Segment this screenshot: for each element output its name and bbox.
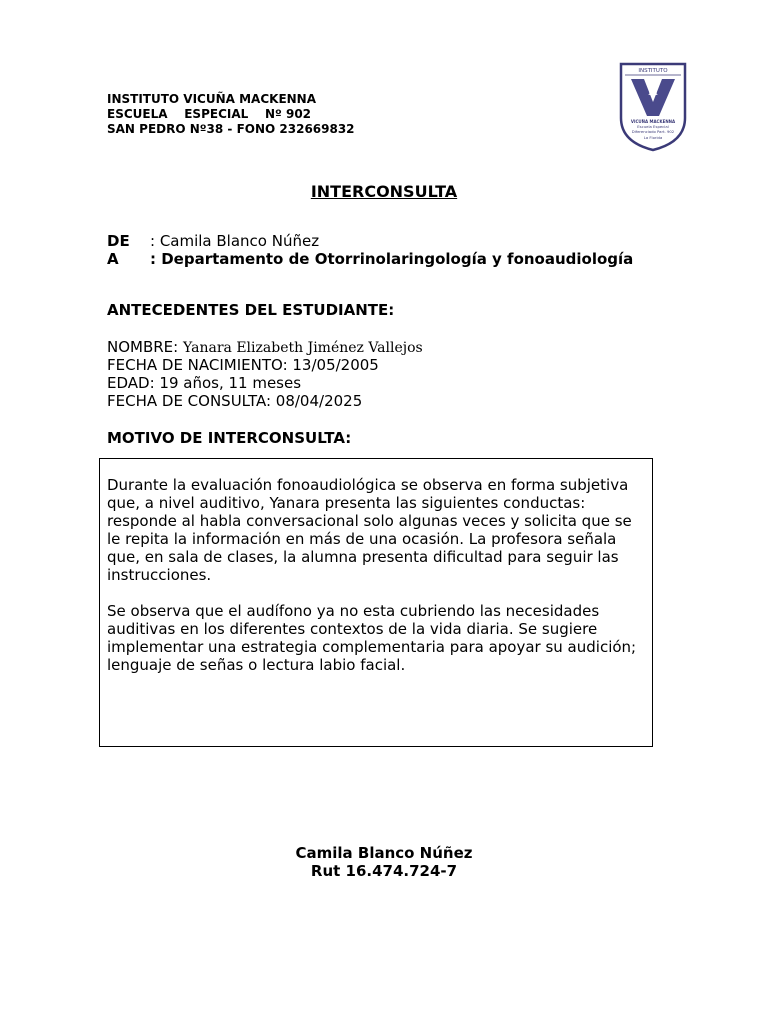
svg-text:Diferenciado Part. 902: Diferenciado Part. 902 <box>631 129 675 134</box>
to-line <box>107 250 633 268</box>
from-label: DE <box>107 232 130 250</box>
svg-text:Escuela Especial: Escuela Especial <box>637 124 669 129</box>
to-value: : Departamento de Otorrinolaringología y fonoaudiología <box>150 250 634 268</box>
shield-logo-icon <box>618 62 688 152</box>
student-name-value: Yanara Elizabeth Jiménez Vallejos <box>182 340 423 356</box>
student-section-heading: ANTECEDENTES DEL ESTUDIANTE: <box>107 301 395 319</box>
reason-paragraph-1: Durante la evaluación fonoaudiológica se observa en forma subjetiva que, a nivel auditivo, Yanara presenta las siguientes conductas: responde al habla conversacional solo algunas veces y solicita que se le repita la información en más de una ocasión. La profesora señala que, en sala de clases, la alumna presenta dificultad para seguir las instrucciones. <box>107 476 632 584</box>
from-line <box>107 232 319 250</box>
school-name: ESCUELA ESPECIAL Nº 902 <box>107 107 312 121</box>
from-value: : Camila Blanco Núñez <box>150 232 320 250</box>
document-title: INTERCONSULTA <box>310 182 458 201</box>
school-address: SAN PEDRO Nº38 - FONO 232669832 <box>107 122 355 136</box>
institution-name: INSTITUTO VICUÑA MACKENNA <box>107 92 317 106</box>
svg-text:M: M <box>647 87 659 98</box>
reason-paragraph-2: Se observa que el audífono ya no esta cubriendo las necesidades auditivas en los diferentes contextos de la vida diaria. Se sugiere implementar una estrategia complementaria para apoyar su audición; lenguaje de señas o lectura labio facial. <box>107 602 637 674</box>
age-field: EDAD: 19 años, 11 meses <box>107 374 302 392</box>
student-name-label: NOMBRE: <box>107 338 183 356</box>
student-name-field <box>107 338 423 357</box>
birth-date-field: FECHA DE NACIMIENTO: 13/05/2005 <box>107 356 379 374</box>
reason-text-box <box>99 458 653 747</box>
svg-text:VICUÑA MACKENNA: VICUÑA MACKENNA <box>630 119 676 124</box>
to-label: A <box>107 250 119 268</box>
institution-logo <box>618 62 688 152</box>
signature-rut: Rut 16.474.724-7 <box>310 862 458 880</box>
consult-date-field: FECHA DE CONSULTA: 08/04/2025 <box>107 392 363 410</box>
svg-text:INSTITUTO: INSTITUTO <box>638 68 668 74</box>
reason-section-heading: MOTIVO DE INTERCONSULTA: <box>107 429 352 447</box>
svg-text:La Florida: La Florida <box>643 135 663 140</box>
signature-name: Camila Blanco Núñez <box>295 844 473 862</box>
